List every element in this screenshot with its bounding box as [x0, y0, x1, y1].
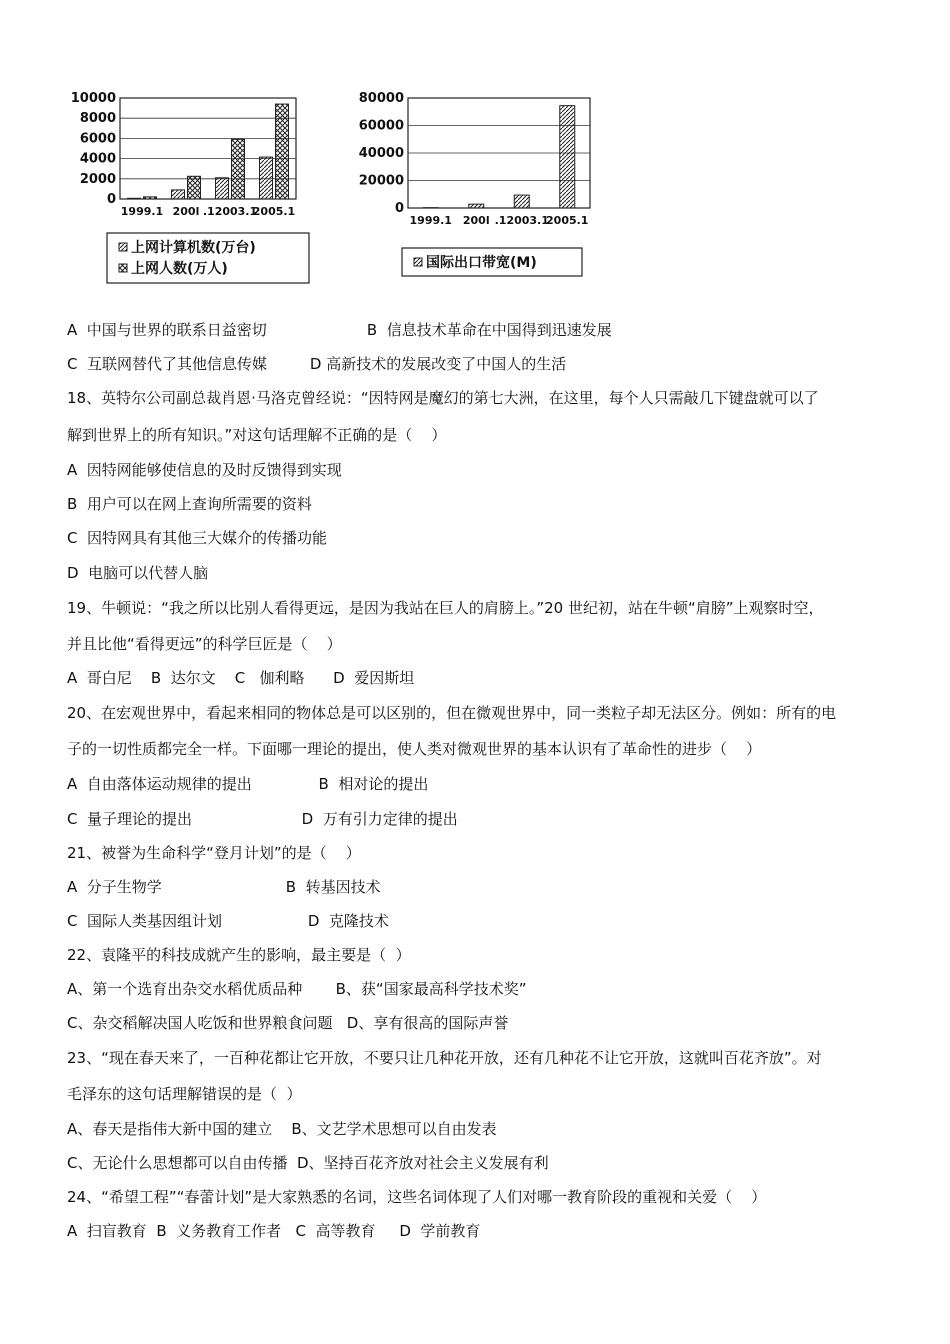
bandwidth-chart: [350, 88, 610, 288]
legend-label: 上网人数(万人): [131, 261, 228, 277]
bar: [276, 104, 289, 199]
y-tick-label: 60000: [358, 118, 404, 134]
bar: [514, 195, 529, 208]
x-tick-label: 1999.1: [120, 205, 164, 218]
y-tick-label: 0: [106, 192, 116, 207]
y-tick-label: 2000: [79, 171, 116, 187]
q18-option-c: C 因特网具有其他三大媒介的传播功能: [67, 529, 328, 547]
q19-options: A 哥白尼 B 达尔文 C 伽利略 D 爱因斯坦: [67, 669, 415, 687]
x-tick-label: .12003.1: [202, 205, 258, 218]
q18-option-b: B 用户可以在网上查询所需要的资料: [67, 495, 312, 513]
bar: [469, 204, 484, 208]
bar: [560, 106, 575, 208]
q23-stem-1: 23、“现在春天来了，一百种花都让它开放，不要只让几种花开放，还有几种花不让它开放，这就叫百花齐放”。对: [67, 1049, 822, 1067]
q18-option-a: A 因特网能够使信息的及时反馈得到实现: [67, 461, 342, 479]
bar: [260, 157, 273, 199]
y-tick-label: 80000: [358, 91, 404, 106]
y-tick-label: 8000: [79, 111, 116, 127]
q21-options-ab: A 分子生物学 B 转基因技术: [67, 878, 381, 896]
q21-options-cd: C 国际人类基因组计划 D 克隆技术: [67, 912, 389, 930]
x-tick-label: 200l: [172, 205, 200, 218]
q17-options-cd: C 互联网替代了其他信息传媒 D 高新技术的发展改变了中国人的生活: [67, 355, 567, 373]
y-tick-label: 40000: [358, 146, 404, 161]
q23-options-ab: A、春天是指伟大新中国的建立 B、文艺学术思想可以自由发表: [67, 1120, 497, 1138]
q22-stem: 22、袁隆平的科技成就产生的影响，最主要是（ ）: [67, 946, 411, 964]
x-tick-label: 2005.1: [546, 214, 589, 227]
x-tick-label: 200l: [462, 214, 490, 227]
q18-stem-2: 解到世界上的所有知识。”对这句话理解不正确的是（ ）: [67, 426, 447, 444]
q22-options-cd: C、杂交稻解决国人吃饭和世界粮食问题 D、享有很高的国际声誉: [67, 1014, 509, 1032]
x-tick-label: .12003.1: [494, 214, 549, 227]
y-tick-label: 10000: [70, 91, 116, 106]
bar: [232, 139, 245, 199]
legend-swatch: [119, 264, 127, 272]
internet-users-chart: [60, 88, 320, 288]
q18-stem-1: 18、英特尔公司副总裁肖恩·马洛克曾经说：“因特网是魔幻的第七大洲，在这里，每个人只需敲几下键盘就可以了: [67, 389, 819, 407]
bar: [128, 198, 141, 199]
x-tick-label: 1999.1: [409, 214, 452, 227]
q21-stem: 21、被誉为生命科学“登月计划”的是（ ）: [67, 844, 361, 862]
q19-stem-2: 并且比他“看得更远”的科学巨匠是（ ）: [67, 635, 342, 653]
legend-swatch: [414, 258, 422, 266]
q20-options-cd: C 量子理论的提出 D 万有引力定律的提出: [67, 810, 458, 828]
q22-options-ab: A、第一个选育出杂交水稻优质品种 B、获“国家最高科学技术奖”: [67, 980, 527, 998]
q17-options-ab: A 中国与世界的联系日益密切 B 信息技术革命在中国得到迅速发展: [67, 321, 612, 339]
internet-users-chart-svg: [60, 88, 320, 288]
bar: [144, 197, 157, 199]
q24-options: A 扫盲教育 B 义务教育工作者 C 高等教育 D 学前教育: [67, 1222, 481, 1240]
q20-stem-1: 20、在宏观世界中，看起来相同的物体总是可以区别的，但在微观世界中，同一类粒子却无法区分。例如：所有的电: [67, 704, 837, 722]
y-tick-label: 6000: [79, 131, 116, 147]
q18-option-d: D 电脑可以代替人脑: [67, 564, 209, 582]
legend-swatch: [119, 243, 127, 251]
legend-label: 上网计算机数(万台): [131, 240, 256, 256]
q20-stem-2: 子的一切性质都完全一样。下面哪一理论的提出，使人类对微观世界的基本认识有了革命性的进步（ ）: [67, 740, 762, 758]
bar: [188, 176, 201, 199]
q19-stem-1: 19、牛顿说：“我之所以比别人看得更远，是因为我站在巨人的肩膀上。”20 世纪初，站在牛顿“肩膀”上观察时空，: [67, 599, 824, 617]
bar: [216, 178, 229, 199]
q24-stem: 24、“希望工程”“春蕾计划”是大家熟悉的名词，这些名词体现了人们对哪一教育阶段的重视和关爱（ ）: [67, 1188, 767, 1206]
x-tick-label: 2005.1: [252, 205, 296, 218]
q20-options-ab: A 自由落体运动规律的提出 B 相对论的提出: [67, 775, 429, 793]
y-tick-label: 4000: [79, 151, 116, 167]
y-tick-label: 20000: [358, 173, 404, 189]
bandwidth-chart-svg: [350, 88, 610, 288]
legend-label: 国际出口带宽(M): [426, 255, 537, 271]
q23-stem-2: 毛泽东的这句话理解错误的是（ ）: [67, 1085, 302, 1103]
q23-options-cd: C、无论什么思想都可以自由传播 D、坚持百花齐放对社会主义发展有利: [67, 1154, 549, 1172]
bar: [172, 190, 185, 199]
y-tick-label: 0: [394, 201, 404, 216]
